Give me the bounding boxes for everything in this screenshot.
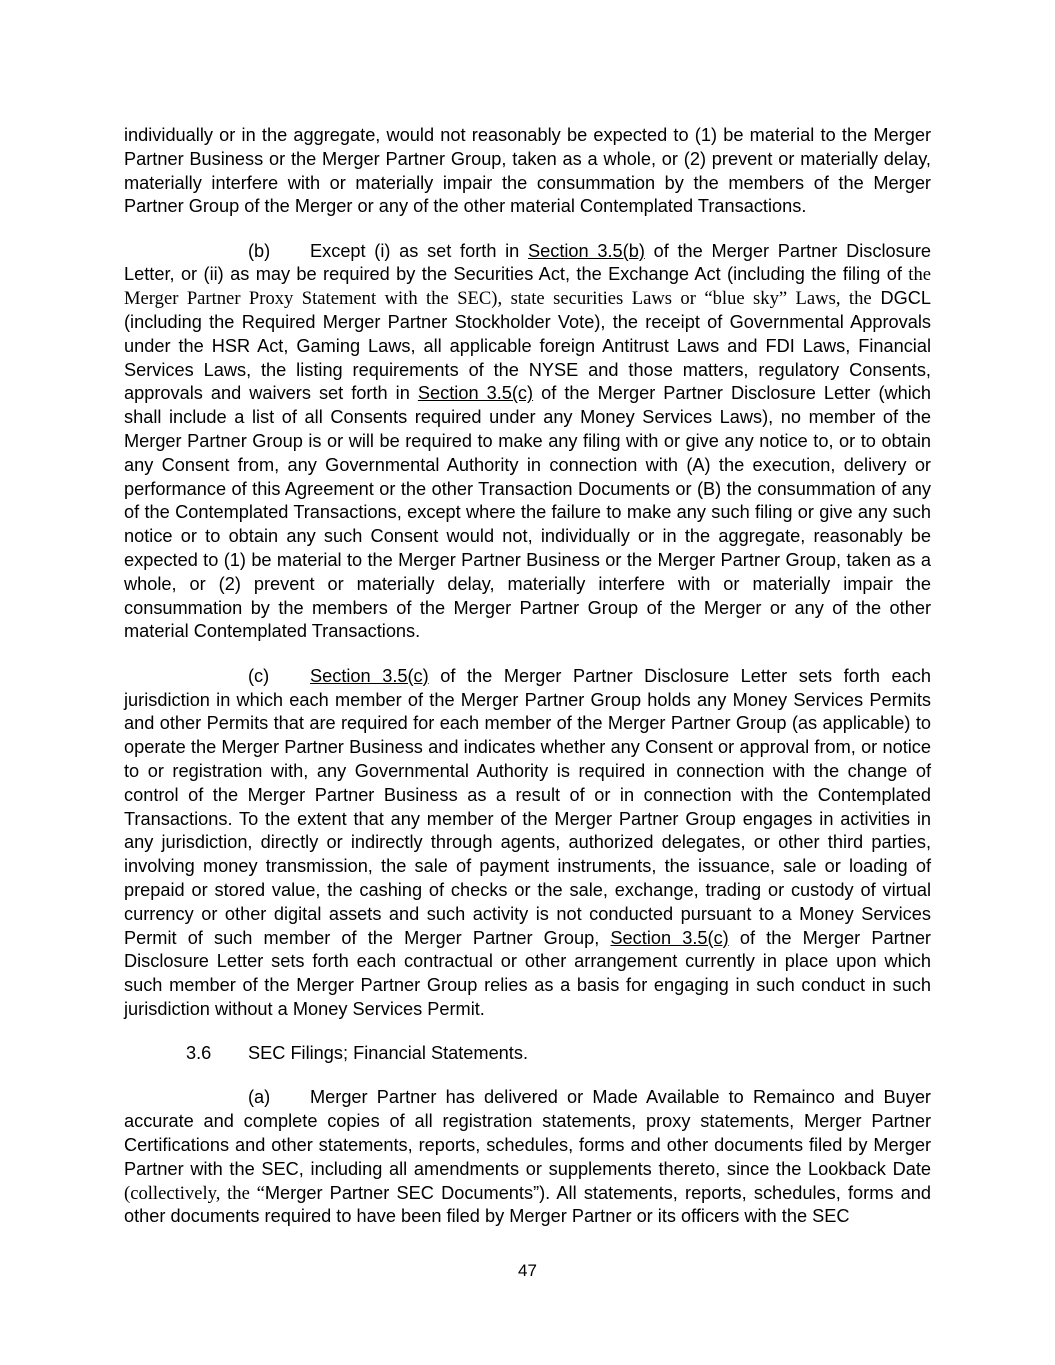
paragraph-number: (b) [248, 240, 271, 261]
paragraph-3-5-b [124, 240, 931, 645]
paragraph-number: (a) [248, 1087, 271, 1108]
paragraph-text-serif: the Merger Partner Proxy Statement with the SEC), state securities Laws or “blue sky” Laws, the [124, 264, 931, 310]
paragraph-text: Merger Partner SEC Documents”). All statements, reports, schedules, forms and other documents required to have been filed by Merger Partner or its officers with the SEC [124, 1182, 931, 1227]
paragraph-text: of the Merger Partner Disclosure Letter (which shall include a list of all Consents required under any Money Services Laws), no member of the Merger Partner Group is or will be required to make any filing with or give any notice to, or to obtain any Consent from, any Governmental Authority in connection with (A) the execution, delivery or performance of this Agreement or the other Transaction Documents or (B) the consummation of any of the Contemplated Transactions, except where the failure to make any such filing or give any such notice or to obtain any such Consent would not, individually or in the aggregate, reasonably be expected to (1) be material to the Merger Partner Business or the Merger Partner Group, taken as a whole, or (2) prevent or materially delay, materially interfere with or materially impair the consummation by the members of the Merger Partner Group of the Merger or any of the other material Contemplated Transactions. [124, 383, 932, 642]
paragraph-text: DGCL (including the Required Merger Partner Stockholder Vote), the receipt of Governmental Approvals under the HSR Act, Gaming Laws, all applicable foreign Antitrust Laws and FDI Laws, Financial Services Laws, the listing requirements of the NYSE and those matters, regulatory Consents, approvals and waivers set forth in [124, 288, 931, 404]
section-title: SEC Filings; Financial Statements. [248, 1043, 528, 1064]
section-reference-link: Section 3.5(c) [417, 383, 534, 404]
intro-paragraph: individually or in the aggregate, would not reasonably be expected to (1) be material to the Merger Partner Business or the Merger Partner Group, taken as a whole, or (2) prevent or materially delay, materially interfere with or materially impair the consummation by the members of the Merger Partner Group of the Merger or any of the other material Contemplated Transactions. [124, 125, 931, 217]
page-number: 47 [518, 1261, 537, 1280]
paragraph-text: of the Merger Partner Disclosure Letter sets forth each jurisdiction in which each member of the Merger Partner Group holds any Money Services Permits and other Permits that are required for each member of the Merger Partner Group (as applicable) to operate the Merger Partner Business and indicates whether any Consent or approval from, or notice to or registration with, any Governmental Authority is required in connection with the change of control of the Merger Partner Business as a result of or in connection with the Contemplated Transactions. To the extent that any member of the Merger Partner Group engages in activities in any jurisdiction, directly or indirectly through agents, authorized delegates, or other third parties, involving money transmission, the sale of payment instruments, the issuance, sale or loading of prepaid or stored value, the cashing of checks or the sale, exchange, trading or custody of virtual currency or other digital assets and such activity is not conducted pursuant to a Money Services Permit of such member of the Merger Partner Group, [124, 665, 931, 948]
paragraph-3-5-c [124, 665, 931, 1022]
paragraph-3-6-a [124, 1086, 931, 1229]
paragraph-number: (c) [248, 665, 270, 686]
section-reference-link: Section 3.5(c) [310, 665, 429, 686]
paragraph-text-serif: (collectively, the “ [124, 1182, 265, 1204]
section-number: 3.6 [186, 1043, 212, 1064]
section-reference-link: Section 3.5(b) [528, 240, 645, 261]
paragraph-text: Merger Partner has delivered or Made Available to Remainco and Buyer accurate and complete copies of all registration statements, proxy statements, Merger Partner Certifications and other statements, reports, schedules, forms and other documents filed by Merger Partner with the SEC, including all amendments or supplements thereto, since the Lookback Date [124, 1087, 931, 1179]
document-body [124, 124, 931, 1229]
paragraph-text: of the Merger Partner Disclosure Letter sets forth each contractual or other arrangement currently in place upon which such member of the Merger Partner Group relies as a basis for engaging in such conduct in such jurisdiction without a Money Services Permit. [124, 927, 931, 1019]
section-reference-link: Section 3.5(c) [610, 927, 729, 948]
paragraph-text: Except (i) as set forth in [310, 240, 528, 261]
paragraph-text: of the Merger Partner Disclosure Letter, or (ii) as may be required by the Securities Act, the Exchange Act (including the filing of [124, 240, 932, 285]
section-heading-3-6 [124, 1042, 931, 1066]
